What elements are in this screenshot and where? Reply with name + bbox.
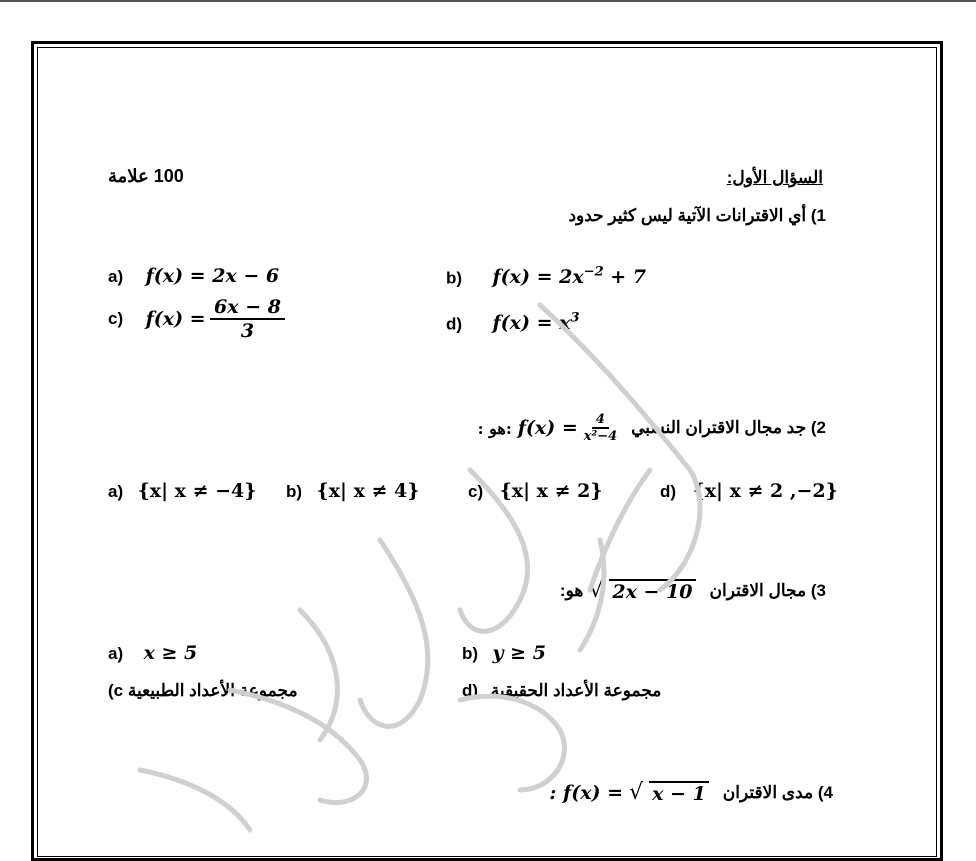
q1-c-numerator: 6x − 8 bbox=[210, 296, 285, 320]
q1-option-d[interactable]: d) $f(x) = x^3$ bbox=[446, 311, 580, 335]
q2-option-a[interactable]: a) {x| x ≠ −4} bbox=[108, 480, 257, 502]
top-rule bbox=[0, 0, 976, 2]
q1-option-a[interactable]: a) f(x) = 2x − 6 bbox=[108, 265, 280, 287]
sqrt-symbol: √ bbox=[589, 578, 604, 603]
q3-option-a[interactable]: a) x ≥ 5 bbox=[108, 642, 198, 664]
question-1-text: 1) أي الاقترانات الآتية ليس كثير حدود bbox=[568, 206, 826, 225]
q3-option-c[interactable]: مجموعة الأعداد الطبيعية (c bbox=[108, 681, 298, 700]
q1-option-c[interactable]: c) f(x) = $\frac{6x - 8}{3}$ bbox=[108, 296, 285, 342]
q2-option-c[interactable]: c) {x| x ≠ 2} bbox=[468, 480, 603, 502]
sqrt-symbol-q4: √ bbox=[629, 780, 644, 805]
section-title: السؤال الأول: bbox=[726, 168, 823, 187]
q3-option-d[interactable]: d) مجموعة الأعداد الحقيقية bbox=[462, 681, 662, 700]
q3-option-b[interactable]: b) y ≥ 5 bbox=[462, 642, 546, 664]
q1-option-b[interactable]: b) $f(x) = 2x^{-2} + 7$ bbox=[446, 265, 647, 289]
q2-option-b[interactable]: b) {x| x ≠ 4} bbox=[286, 480, 420, 502]
q2-option-d[interactable]: d) {x| x ≠ 2 ,−2} bbox=[660, 480, 838, 502]
marks-label: 100 علامة bbox=[108, 166, 184, 186]
question-2-text: : هو: f(x) = $\frac{4}{\text{x²−4}}$ 2) جد مجال الاقتران النسبي bbox=[477, 412, 826, 444]
question-3-text: هو: √ 2x − 10 3) مجال الاقتران bbox=[559, 578, 826, 603]
q1-c-denominator: 3 bbox=[240, 320, 255, 342]
question-4-text: : f(x) = √ x − 1 4) مدى الاقتران bbox=[549, 780, 833, 805]
